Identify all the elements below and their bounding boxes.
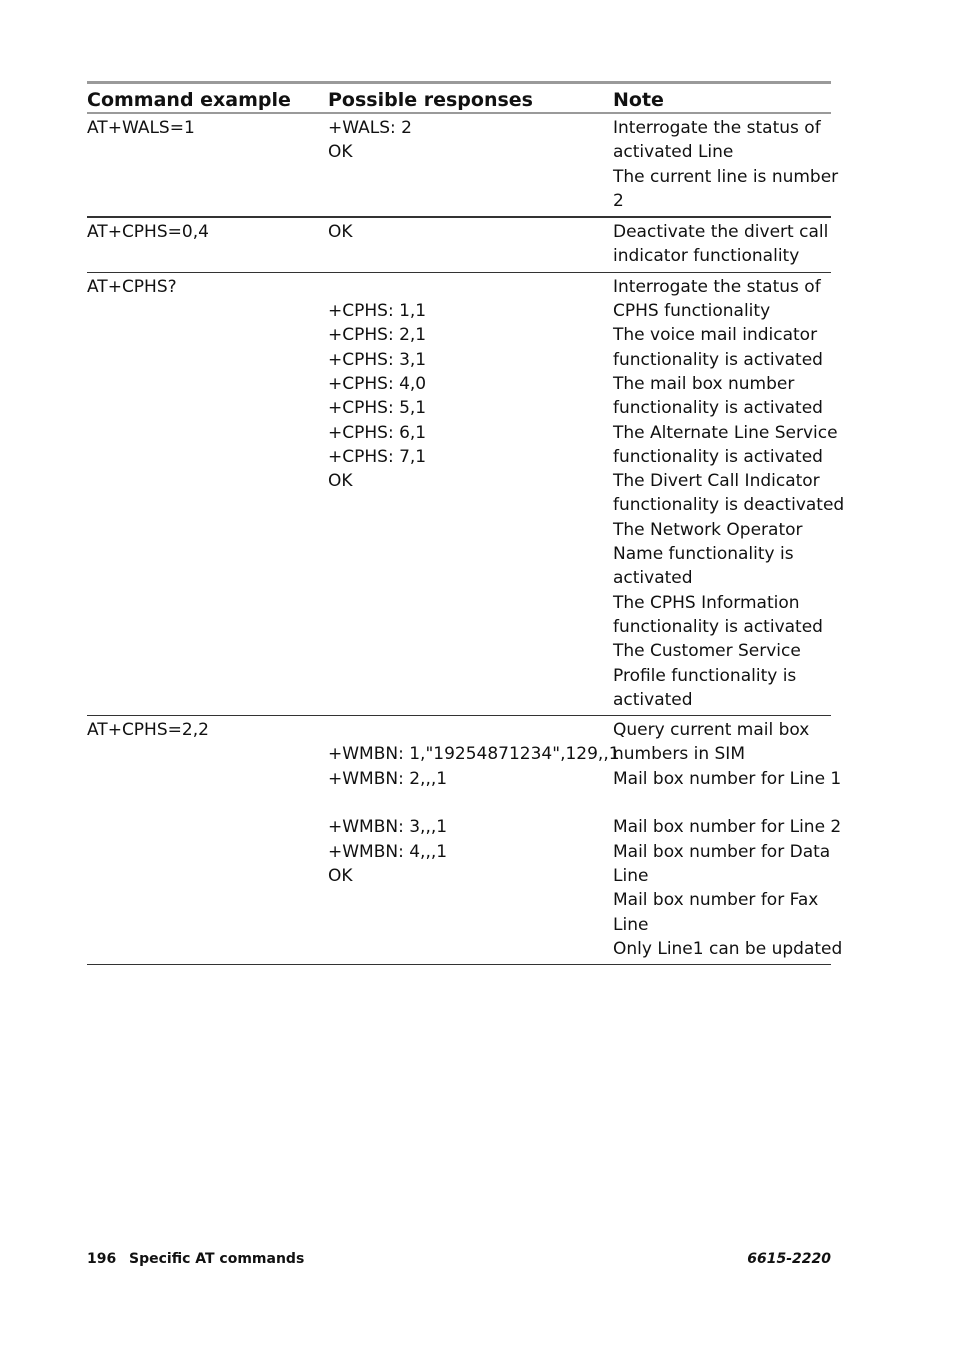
cell-line: The Alternate Line Service [613, 422, 838, 443]
cell-line: OK [328, 471, 353, 492]
cell-line: activated [613, 568, 693, 589]
responses-cell [328, 220, 613, 269]
cell-line [613, 791, 831, 815]
command-cell [87, 116, 328, 213]
cell-line: +CPHS: 5,1 [328, 398, 427, 419]
cell-line: Line [613, 914, 649, 935]
cell-line: The current line is number [613, 166, 839, 187]
cell-line: OK [328, 865, 353, 886]
header-note: Note [613, 89, 664, 111]
responses-cell [328, 116, 613, 213]
header-possible-responses: Possible responses [328, 89, 533, 111]
cell-line: OK [328, 222, 353, 243]
cell-line: The Customer Service [613, 641, 801, 662]
table-header-row [87, 84, 831, 114]
cell-line: +WMBN: 3,,,1 [328, 817, 448, 838]
cell-line: Query current mail box [613, 720, 810, 741]
cell-line: functionality is activated [613, 349, 823, 370]
cell-line: The CPHS Information [613, 592, 800, 613]
cell-line: The Network Operator [613, 519, 803, 540]
header-command-example: Command example [87, 89, 291, 111]
cell-line: +WMBN: 2,,,1 [328, 768, 448, 789]
cell-line [328, 718, 613, 742]
cell-line: Line [613, 865, 649, 886]
document-number: 6615-2220 [747, 1251, 831, 1267]
cell-line: Interrogate the status of [613, 276, 821, 297]
table-row [87, 218, 831, 273]
command-cell [87, 718, 328, 961]
cell-line: Interrogate the status of [613, 118, 821, 138]
cell-line: Only Line1 can be updated [613, 938, 843, 959]
cell-line: AT+CPHS=2,2 [87, 720, 209, 741]
cell-line: +CPHS: 2,1 [328, 325, 427, 346]
cell-line: +WMBN: 1,"19254871234",129,,1 [328, 744, 620, 765]
cell-line: activated [613, 689, 693, 710]
cell-line: numbers in SIM [613, 744, 745, 765]
note-cell [613, 220, 831, 269]
cell-line: Mail box number for Fax [613, 890, 819, 911]
command-cell [87, 220, 328, 269]
cell-line: +CPHS: 7,1 [328, 446, 427, 467]
cell-line: +CPHS: 6,1 [328, 422, 427, 443]
responses-cell [328, 275, 613, 712]
cell-line: Mail box number for Line 2 [613, 817, 842, 838]
note-cell [613, 275, 845, 712]
note-cell [613, 116, 839, 213]
cell-line: Mail box number for Line 1 [613, 768, 842, 789]
cell-line [328, 275, 613, 299]
cell-line: AT+CPHS? [87, 276, 177, 297]
cell-line: functionality is activated [613, 446, 823, 467]
cell-line: +WALS: 2 [328, 118, 412, 138]
cell-line: activated Line [613, 142, 734, 163]
table-row [87, 273, 845, 716]
cell-line: +CPHS: 4,0 [328, 373, 427, 394]
cell-line: OK [328, 142, 353, 163]
responses-cell [328, 718, 620, 961]
cell-line: The mail box number [613, 373, 795, 394]
cell-line: AT+WALS=1 [87, 118, 195, 138]
table-body [87, 114, 845, 965]
cell-line: The Divert Call Indicator [613, 471, 820, 492]
cell-line: functionality is activated [613, 616, 823, 637]
table-row [87, 716, 843, 965]
cell-line: +WMBN: 4,,,1 [328, 841, 448, 862]
section-title: Specific AT commands [129, 1251, 305, 1267]
cell-line: 2 [613, 190, 624, 211]
at-command-table [87, 81, 845, 965]
cell-line: Mail box number for Data [613, 841, 831, 862]
page-number: 196 [87, 1251, 117, 1267]
note-cell [613, 718, 843, 961]
cell-line: functionality is activated [613, 398, 823, 419]
cell-line: indicator functionality [613, 246, 800, 267]
cell-line: +CPHS: 3,1 [328, 349, 427, 370]
table-row [87, 114, 839, 218]
cell-line: Profile functionality is [613, 665, 797, 686]
cell-line [328, 791, 613, 815]
command-cell [87, 275, 328, 712]
cell-line: Deactivate the divert call [613, 222, 829, 243]
cell-line: functionality is deactivated [613, 495, 845, 516]
cell-line: AT+CPHS=0,4 [87, 222, 209, 243]
cell-line: The voice mail indicator [613, 325, 818, 346]
cell-line: CPHS functionality [613, 301, 771, 322]
cell-line: +CPHS: 1,1 [328, 301, 427, 322]
cell-line: Name functionality is [613, 544, 794, 565]
